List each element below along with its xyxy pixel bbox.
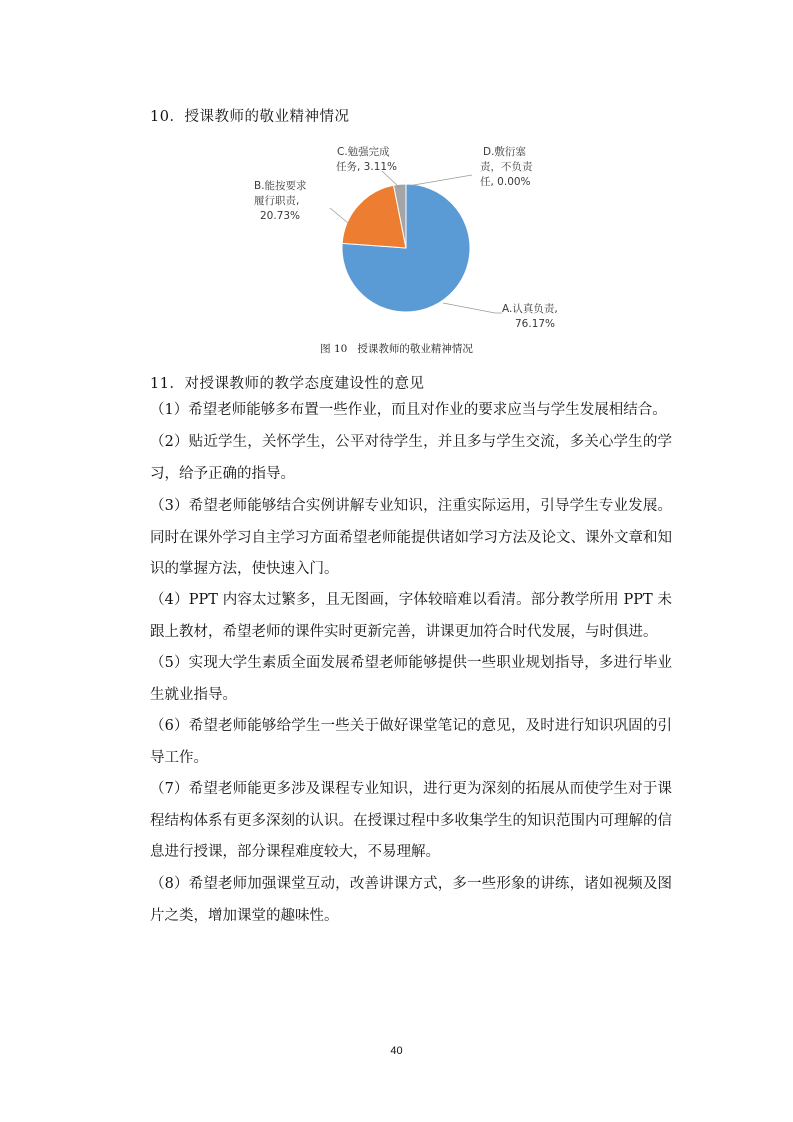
pie-chart — [240, 138, 580, 338]
label-a-line-1: A.认真负责, — [502, 303, 558, 315]
suggestion-paragraph: （1）希望老师能够多布置一些作业，而且对作业的要求应当与学生发展相结合。 — [150, 402, 667, 418]
label-d-line-3: 任, 0.00% — [480, 176, 531, 188]
label-b-line-1: B.能按要求 — [254, 180, 307, 192]
label-b-line-2: 履行职责, — [254, 195, 300, 207]
leader-line-a — [443, 303, 502, 313]
suggestion-paragraph: （8）希望老师加强课堂互动，改善讲课方式，多一些形象的讲练，诸如视频及图片之类，增加课堂的趣味性。 — [150, 876, 672, 924]
suggestion-paragraph: （2）贴近学生，关怀学生，公平对待学生，并且多与学生交流，多关心学生的学习，给予正确的指导。 — [150, 434, 672, 482]
caption-text: 授课教师的敬业精神情况 — [357, 343, 473, 355]
figure-caption — [0, 341, 793, 356]
label-c-line-2: 任务, 3.11% — [336, 161, 398, 173]
label-a — [502, 302, 561, 330]
suggestion-paragraph: （6）希望老师能够给学生一些关于做好课堂笔记的意见，及时进行知识巩固的引导工作。 — [150, 718, 672, 766]
suggestion-paragraph: （5）实现大学生素质全面发展希望老师能够提供一些职业规划指导，多进行毕业生就业指导。 — [150, 655, 672, 703]
pie-slices — [342, 184, 470, 312]
section-11-heading: 11．对授课教师的教学态度建设性的意见 — [150, 376, 425, 392]
label-a-line-2: 76.17% — [515, 318, 556, 330]
label-c — [336, 145, 397, 173]
suggestion-paragraph: （7）希望老师能更多涉及课程专业知识，进行更为深刻的拓展从而使学生对于课程结构体系有更多深刻的认识。在授课过程中多收集学生的知识范围内可理解的信息进行授课，部分课程难度较大，不易理解。 — [150, 781, 672, 860]
label-c-line-1: C.勉强完成 — [337, 146, 390, 158]
suggestion-paragraph: （3）希望老师能够结合实例讲解专业知识，注重实际运用，引导学生专业发展。同时在课外学习自主学习方面希望老师能提供诸如学习方法及论文、课外文章和知识的掌握方法，使快速入门。 — [150, 498, 672, 577]
label-d-line-1: D.敷衍塞 — [483, 146, 526, 158]
leader-line-b — [330, 208, 348, 223]
suggestion-paragraph: （4）PPT 内容太过繁多，且无图画，字体较暗难以看清。部分教学所用 PPT 未跟上教材，希望老师的课件实时更新完善，讲课更加符合时代发展，与时俱进。 — [150, 592, 672, 640]
page-number: 40 — [390, 1045, 403, 1057]
section-10-heading: 10．授课教师的敬业精神情况 — [150, 109, 350, 125]
label-d — [480, 145, 536, 188]
leader-line-d — [408, 175, 472, 186]
label-d-line-2: 责，不负责 — [480, 161, 533, 173]
label-b — [254, 179, 310, 222]
label-b-line-3: 20.73% — [260, 210, 301, 222]
caption-number: 图 10 — [320, 343, 348, 355]
